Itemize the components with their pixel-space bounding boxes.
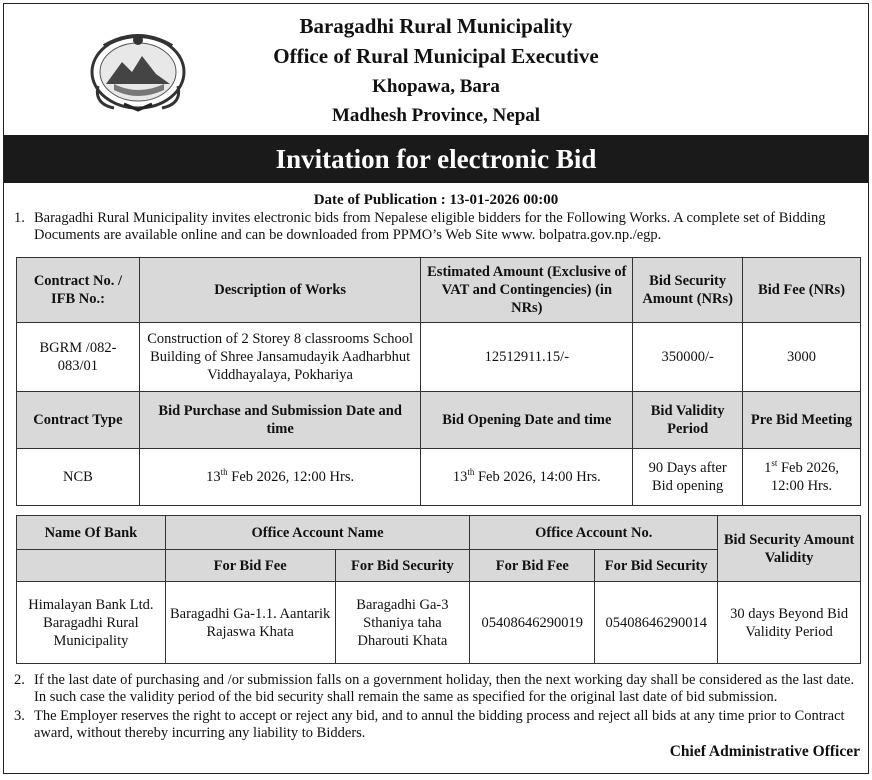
bid-security-cell: 350000/- (633, 323, 743, 392)
clause-text: Baragadhi Rural Municipality invites electronic bids from Nepalese eligible bidders for the Following Works. A complete set of Bidding Documents are available online and can be downloaded from PPMO’s Web Site www. bolpatra.gov.np./egp. (34, 210, 826, 243)
contract-table (16, 257, 861, 506)
page-title: Invitation for electronic Bid (4, 135, 868, 183)
signature: Chief Administrative Officer (669, 743, 860, 760)
header-cell: Bid Fee (NRs) (743, 258, 861, 323)
date-suffix: th (220, 467, 228, 478)
municipality-name: Baragadhi Rural Municipality (299, 14, 573, 38)
notice-page (3, 3, 869, 774)
account-no-fee-cell: 05408646290019 (470, 582, 595, 664)
header-cell: Office Account Name (165, 516, 470, 550)
clause-number: 2. (14, 672, 25, 688)
contract-type-cell: NCB (17, 449, 140, 506)
opening-date-cell (421, 449, 633, 506)
header-cell: Description of Works (139, 258, 421, 323)
table-row (17, 323, 861, 392)
publication-date: Date of Publication : 13-01-2026 00:00 (313, 192, 559, 208)
date-day: 1 (764, 460, 772, 476)
bid-fee-cell: 3000 (743, 323, 861, 392)
date-rest: Feb 2026, 12:00 Hrs. (770, 460, 839, 494)
security-validity-cell: 30 days Beyond Bid Validity Period (718, 582, 861, 664)
estimated-amount-cell: 12512911.15/- (421, 323, 633, 392)
nepal-emblem-icon (84, 26, 192, 114)
clause-text: The Employer reserves the right to accept or reject any bid, and to annul the bidding process and reject all bids at any time prior to Contract award, without thereby incurring any liability to Bidders. (34, 708, 845, 741)
clause-number: 1. (14, 210, 25, 226)
description-cell: Construction of 2 Storey 8 classrooms School Building of Shree Jansamudayik Aadharbhut Viddhayalaya, Pokhariya (139, 323, 421, 392)
notes (4, 672, 868, 742)
table-row (17, 392, 861, 449)
date-rest: Feb 2026, 12:00 Hrs. (227, 469, 355, 485)
date-rest: Feb 2026, 14:00 Hrs. (474, 469, 601, 485)
header-cell: Office Account No. (470, 516, 718, 550)
header-cell: For Bid Security (335, 550, 470, 582)
account-no-security-cell: 05408646290014 (595, 582, 718, 664)
header-cell: Estimated Amount (Exclusive of VAT and Contingencies) (in NRs) (421, 258, 633, 323)
province: Madhesh Province, Nepal (331, 105, 541, 126)
header (4, 4, 868, 135)
date-suffix: st (771, 458, 778, 469)
header-cell: Bid Security Amount (NRs) (633, 258, 743, 323)
date-suffix: th (467, 467, 475, 478)
table-row (17, 258, 861, 323)
account-name-fee-cell: Baragadhi Ga-1.1. Aantarik Rajaswa Khata (165, 582, 335, 664)
header-cell: Bid Opening Date and time (421, 392, 633, 449)
clause-3 (4, 708, 868, 742)
prebid-cell (743, 449, 861, 506)
purchase-date-cell (139, 449, 421, 506)
date-day: 13 (206, 469, 221, 485)
table-row (17, 516, 861, 550)
header-cell: For Bid Fee (470, 550, 595, 582)
clause-2 (4, 672, 868, 706)
header-cell: For Bid Security (595, 550, 718, 582)
clause-number: 3. (14, 708, 25, 724)
bank-name-cell: Himalayan Bank Ltd. Baragadhi Rural Municipality (17, 582, 166, 664)
clause-text: If the last date of purchasing and /or submission falls on a government holiday, then the next working day shall be considered as the last date. In such case the validity period of the bid security shall remain the same as specified for the original last date of bid submission. (34, 672, 855, 705)
header-cell: For Bid Fee (165, 550, 335, 582)
header-cell: Bid Security Amount Validity (718, 516, 861, 582)
header-cell (17, 550, 166, 582)
header-cell: Contract No. / IFB No.: (17, 258, 140, 323)
validity-cell: 90 Days after Bid opening (633, 449, 743, 506)
header-cell: Bid Validity Period (633, 392, 743, 449)
header-cell: Contract Type (17, 392, 140, 449)
account-name-security-cell: Baragadhi Ga-3 Sthaniya taha Dharouti Khata (335, 582, 470, 664)
office-location: Khopawa, Bara (372, 76, 500, 97)
clause-1 (4, 210, 868, 244)
table-row (17, 582, 861, 664)
date-day: 13 (452, 469, 468, 485)
office-name: Office of Rural Municipal Executive (273, 44, 599, 68)
header-cell: Bid Purchase and Submission Date and time (139, 392, 421, 449)
bank-table (16, 515, 861, 664)
contract-no-cell: BGRM /082-083/01 (17, 323, 140, 392)
header-cell: Pre Bid Meeting (743, 392, 861, 449)
header-cell: Name Of Bank (17, 516, 166, 550)
table-row (17, 449, 861, 506)
